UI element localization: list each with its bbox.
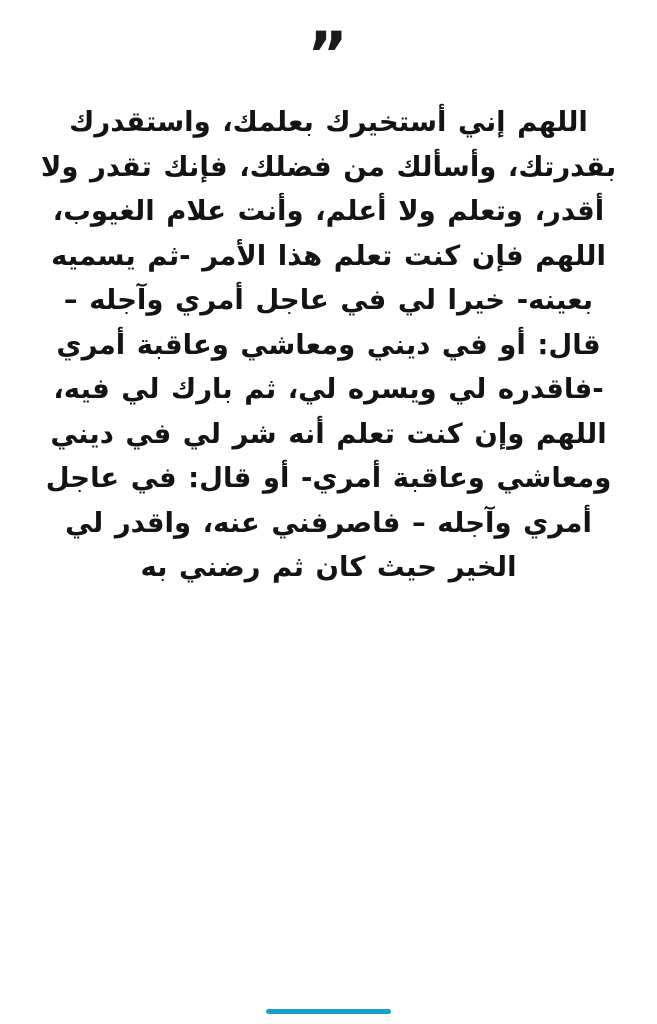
quote-text: اللهم إني أستخيرك بعلمك، واستقدرك بقدرتك، وأسألك من فضلك، فإنك تقدر ولا أقدر، وتعلم ولا أعلم، وأنت علام الغيوب، اللهم فإن كنت تعلم هذا الأمر -ثم يسميه بعينه- خيرا لي في عاجل أمري وآجله – قال: أو في ديني ومعاشي وعاقبة أمري -فاقدره لي ويسره لي، ثم بارك لي فيه، اللهم وإن كنت تعلم أنه شر لي في ديني ومعاشي وعاقبة أمري- أو قال: في عاجل أمري وآجله – فاصرفني عنه، واقدر لي الخير حيث كان ثم رضني به <box>40 106 617 584</box>
quotation-mark-icon: ” <box>307 18 350 91</box>
bottom-indicator-container <box>0 1009 657 1014</box>
home-indicator-bar <box>266 1009 391 1014</box>
